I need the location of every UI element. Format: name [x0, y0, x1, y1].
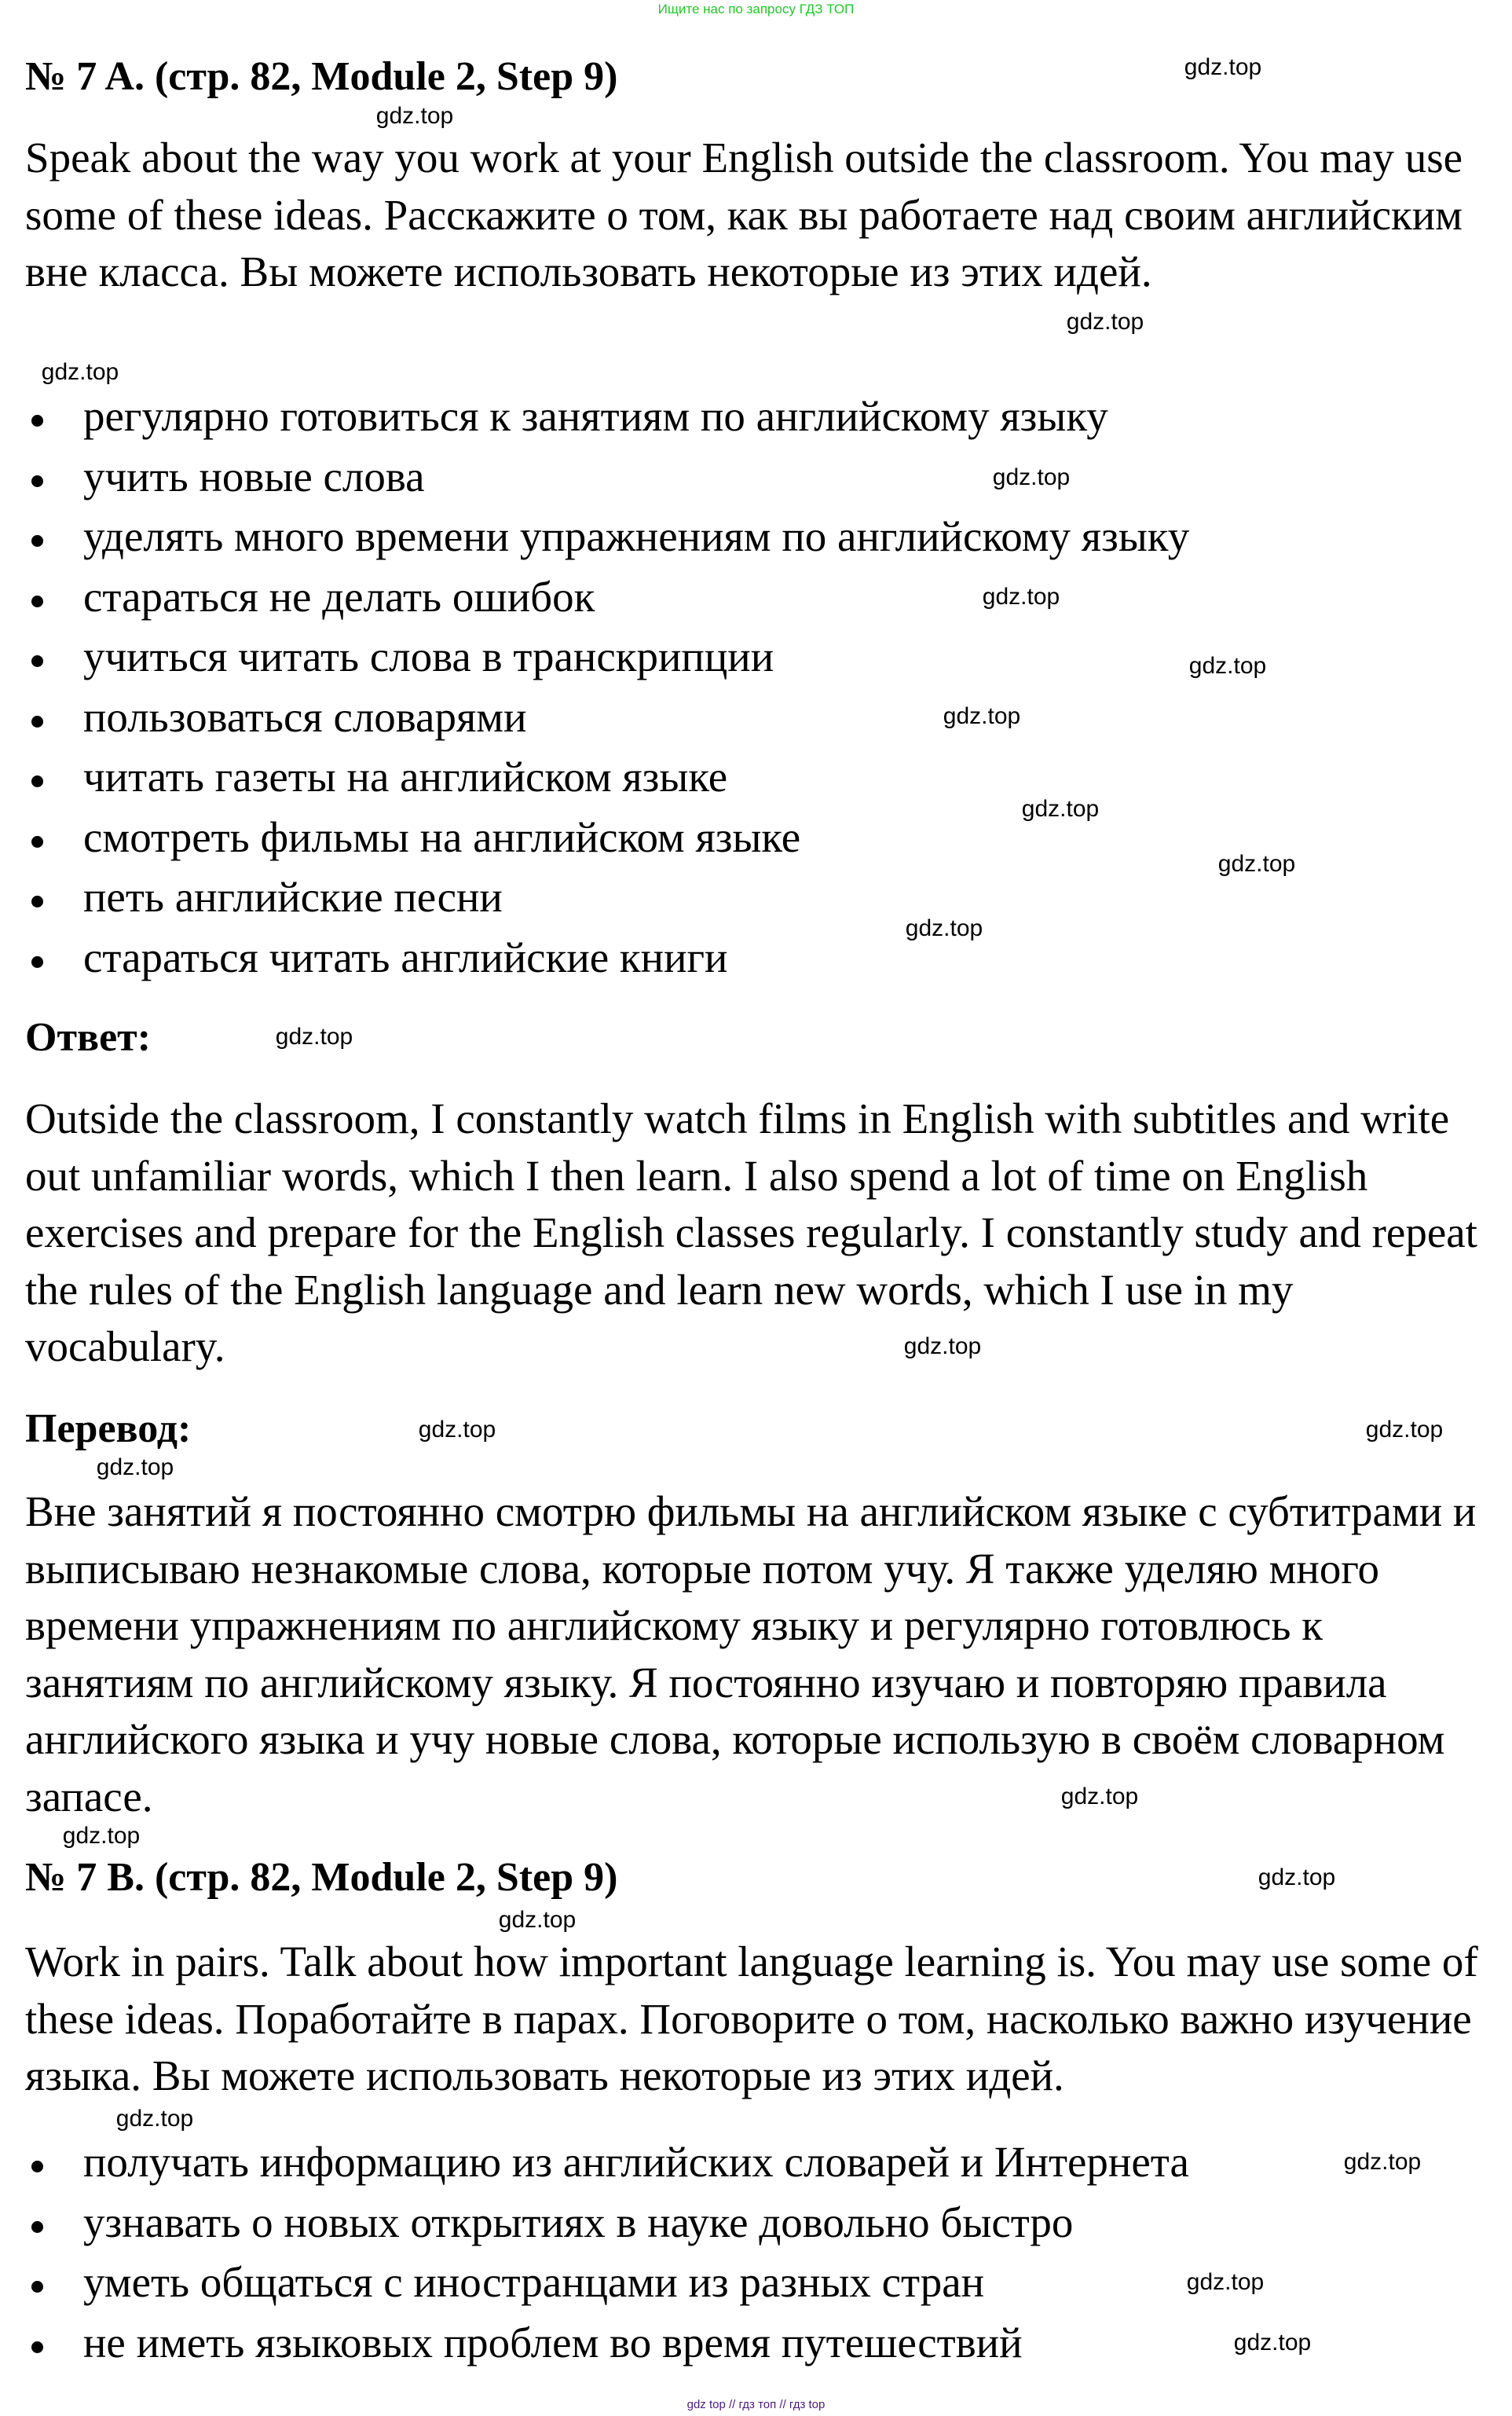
task-a-title: № 7 A. (стр. 82, Module 2, Step 9)	[25, 54, 618, 99]
list-item: учить новые слова	[25, 447, 1486, 508]
list-item: получать информацию из английских словарей и Интернета	[25, 2132, 1486, 2193]
watermark: gdz.top	[982, 584, 1060, 610]
task-a-prompt: Speak about the way you work at your English outside the classroom. You may use some of these ideas. Расскажите о том, как вы работаете над своим английским вне класса. Вы можете использовать некоторые из этих идей.	[25, 134, 1463, 295]
watermark: gdz.top	[115, 2106, 194, 2132]
watermark: gdz.top	[375, 103, 454, 129]
list-item: стараться не делать ошибок	[25, 567, 1486, 628]
watermark: gdz.top	[1060, 1784, 1139, 1809]
watermark: gdz.top	[96, 1454, 174, 1480]
translation-label: Перевод:	[25, 1406, 192, 1451]
list-item: петь английские песни	[25, 867, 1486, 928]
task-b-prompt: Work in pairs. Talk about how important language learning is. You may use some of these ideas. Поработайте в парах. Поговорите о том, насколько важно изучение языка. Вы можете использовать некоторые из этих идей.	[25, 1938, 1478, 2099]
watermark: gdz.top	[62, 1823, 141, 1849]
watermark: gdz.top	[1217, 851, 1296, 877]
answer-text: Outside the classroom, I constantly watch films in English with subtitles and write out unfamiliar words, which I then learn. I also spend a lot of time on English exercises and prepare for the English classes regularly. I constantly study and repeat the rules of the English language and learn new words, which I use in my vocabulary.	[25, 1094, 1477, 1370]
watermark: gdz.top	[418, 1417, 496, 1443]
watermark: gdz.top	[1258, 1864, 1336, 1890]
watermark: gdz.top	[992, 464, 1071, 490]
watermark: gdz.top	[1343, 2149, 1422, 2175]
footer-links: gdz top // гдз топ // гдз top	[686, 2398, 826, 2411]
watermark: gdz.top	[905, 915, 983, 941]
watermark: gdz.top	[1021, 796, 1100, 822]
search-banner: Ищите нас по запросу ГДЗ ТОП	[657, 2, 855, 16]
list-item: читать газеты на английском языке	[25, 747, 1486, 808]
task-b-title: № 7 B. (стр. 82, Module 2, Step 9)	[25, 1855, 618, 1900]
answer-label: Ответ:	[25, 1015, 152, 1060]
watermark: gdz.top	[1188, 653, 1267, 679]
watermark: gdz.top	[498, 1907, 577, 1933]
translation-text: Вне занятий я постоянно смотрю фильмы на английском языке с субтитрами и выписываю незнакомые слова, которые потом учу. Я также уделяю много времени упражнениям по английскому языку и регулярно готовлюсь к занятиям по английскому языку. Я постоянно изучаю и повторяю правила английского языка и учу новые слова, которые использую в своём словарном запасе.	[25, 1487, 1477, 1820]
watermark: gdz.top	[1233, 2330, 1312, 2356]
watermark: gdz.top	[903, 1333, 982, 1359]
watermark: gdz.top	[275, 1024, 353, 1050]
list-item: смотреть фильмы на английском языке	[25, 808, 1486, 868]
task-a-ideas	[25, 387, 1486, 988]
list-item: учиться читать слова в транскрипции	[25, 627, 1486, 687]
list-item: уделять много времени упражнениям по английскому языку	[25, 507, 1486, 567]
watermark: gdz.top	[943, 703, 1021, 729]
watermark: gdz.top	[1186, 2269, 1265, 2295]
watermark: gdz.top	[1365, 1417, 1444, 1443]
watermark: gdz.top	[1066, 309, 1144, 335]
list-item: стараться читать английские книги	[25, 928, 1486, 988]
list-item: уметь общаться с иностранцами из разных стран	[25, 2253, 1486, 2313]
watermark: gdz.top	[41, 359, 119, 385]
list-item: регулярно готовиться к занятиям по английскому языку	[25, 387, 1486, 447]
list-item: пользоваться словарями	[25, 687, 1486, 748]
watermark: gdz.top	[1184, 54, 1262, 80]
list-item: узнавать о новых открытиях в науке довольно быстро	[25, 2193, 1486, 2253]
list-item: не иметь языковых проблем во время путешествий	[25, 2313, 1486, 2374]
